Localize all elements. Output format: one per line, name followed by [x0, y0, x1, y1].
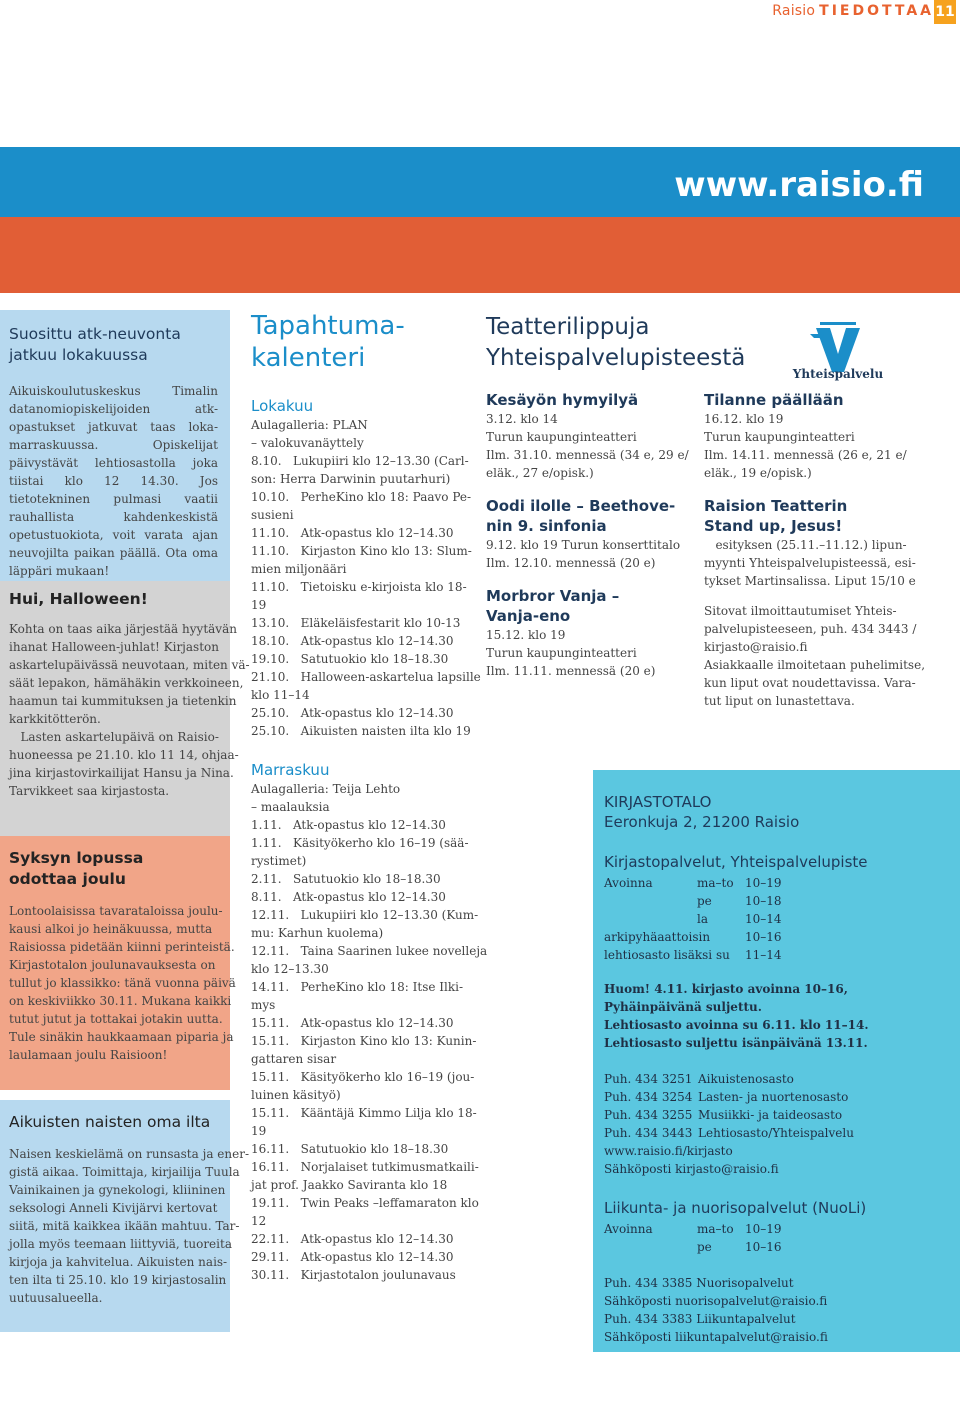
hours-cell: Avoinna [604, 1222, 653, 1236]
event-line: 15.11. Kääntäjä Kimmo Lilja klo 18- [251, 1106, 477, 1120]
event-line: 16.11. Satutuokio klo 18–18.30 [251, 1142, 449, 1156]
atk-box [0, 310, 250, 881]
library-hours [604, 874, 948, 964]
phone-number[interactable]: Puh. 434 3255 [604, 1108, 693, 1122]
joulu-line: tutut jutut ja tottakai jotakin uutta. [9, 1012, 223, 1026]
hours-row [604, 1238, 948, 1256]
phone-department: Aikuistenosasto [698, 1072, 794, 1086]
contact-line: Puh. 434 3385 Nuorisopalvelut [604, 1276, 794, 1290]
event-line: 1.11. Atk-opastus klo 12–14.30 [251, 818, 446, 832]
hours-cell: 10–16 [745, 1240, 782, 1254]
note-line: kirjasto@raisio.fi [704, 640, 808, 654]
event-line: mu: Karhun kuolema) [251, 926, 384, 940]
event-line: 29.11. Atk-opastus klo 12–14.30 [251, 1250, 454, 1264]
hours-cell: lehtiosasto lisäksi su [604, 948, 730, 962]
logo-text: Yhteispalvelu [792, 367, 884, 381]
contact-line: Puh. 434 3383 Liikuntapalvelut [604, 1312, 796, 1326]
halloween-line: huoneessa pe 21.10. klo 11 14, ohjaa- [9, 748, 239, 762]
joulu-line: kausi alkoi jo heinäkuussa, mutta [9, 922, 213, 936]
halloween-line: askartelupäivässä neuvotaan, miten vä- [9, 658, 250, 672]
banner-orange [0, 217, 960, 293]
atk-title-2: jatkuu lokakuussa [9, 346, 148, 364]
joulu-line: Kirjastotalon joulunavauksesta on [9, 958, 216, 972]
joulu-body [9, 902, 236, 1064]
naiset-line: gistä aikaa. Toimittaja, kirjailija Tuula [9, 1165, 240, 1179]
contact-line: Sähköposti liikuntapalvelut@raisio.fi [604, 1330, 828, 1344]
calendar-title-2: kalenteri [251, 343, 366, 373]
theatre-column-2 [704, 390, 926, 710]
event-line: 13.10. Eläkeläisfestarit klo 10-13 [251, 616, 461, 630]
note-line: palvelupisteeseen, puh. 434 3443 / [704, 622, 917, 636]
show-item [486, 586, 691, 680]
november-heading: Marraskuu [251, 761, 330, 779]
phone-department: Lasten- ja nuortenosasto [698, 1090, 849, 1104]
show-detail: 15.12. klo 19 [486, 628, 566, 642]
event-line: 8.11. Atk-opastus klo 12–14.30 [251, 890, 446, 904]
hours-cell: Avoinna [604, 876, 653, 890]
hours-row [604, 874, 948, 892]
show-title: nin 9. sinfonia [486, 517, 607, 535]
hours-row [604, 928, 948, 946]
event-line: gattaren sisar [251, 1052, 337, 1066]
event-line: 25.10. Aikuisten naisten ilta klo 19 [251, 724, 471, 738]
phone-row [604, 1088, 948, 1106]
kirjastotalo-title: KIRJASTOTALO [604, 793, 712, 811]
show-item [486, 390, 691, 482]
event-line: susieni [251, 508, 294, 522]
services-title: Kirjastopalvelut, Yhteispalvelupiste [604, 853, 868, 871]
page-number: 11 [934, 0, 956, 24]
show-title: Tilanne päällään [704, 391, 844, 409]
event-line: – valokuvanäyttely [251, 436, 364, 450]
joulu-line: on keskiviikko 30.11. Mukana kaikki [9, 994, 232, 1008]
hours-cell: pe [697, 894, 712, 908]
naiset-line: siitä, mitä kaikkea ikään mahtuu. Tar- [9, 1219, 240, 1233]
show-title: Vanja-eno [486, 607, 571, 625]
event-line: mien miljonääri [251, 562, 347, 576]
banner-url[interactable]: www.raisio.fi [674, 165, 924, 205]
banner-blue [0, 147, 960, 217]
event-line: 15.11. Kirjaston Kino klo 13: Kunin- [251, 1034, 477, 1048]
halloween-line: Tarvikkeet saa kirjastosta. [9, 784, 170, 798]
kirjastotalo-box [593, 770, 960, 1352]
notice-line: Lehtiosasto suljettu isänpäivänä 13.11. [604, 1036, 868, 1050]
nuolit-hours [604, 1220, 948, 1256]
show-detail: 16.12. klo 19 [704, 412, 784, 426]
halloween-line: Lasten askartelupäivä on Raisio- [9, 730, 219, 744]
calendar-title-1: Tapahtuma- [251, 311, 405, 341]
show-title: Raision Teatterin [704, 497, 848, 515]
event-line: Aulagalleria: PLAN [251, 418, 368, 432]
hours-cell: ma–to [697, 1222, 734, 1236]
phone-department: Lehtiosasto/Yhteispalvelu [698, 1126, 854, 1140]
phone-row [604, 1106, 948, 1124]
hours-cell [604, 910, 697, 928]
publication-section: TIEDOTTAA [819, 3, 934, 19]
note-line: Sitovat ilmoittautumiset Yhteis- [704, 604, 897, 618]
show-detail: 3.12. klo 14 [486, 412, 558, 426]
hours-cell: 10–16 [745, 930, 782, 944]
joulu-title-2: odottaa joulu [9, 870, 126, 888]
library-web[interactable]: www.raisio.fi/kirjasto [604, 1144, 733, 1158]
event-line: 19 [251, 1124, 267, 1138]
show-detail: Turun kaupunginteatteri [704, 430, 855, 444]
event-line: 11.10. Kirjaston Kino klo 13: Slum- [251, 544, 472, 558]
hours-cell: 10–18 [745, 894, 782, 908]
library-email[interactable]: Sähköposti kirjasto@raisio.fi [604, 1162, 779, 1176]
event-line: 11.10. Tietoisku e-kirjoista klo 18- [251, 580, 467, 594]
event-line: 15.11. Käsityökerho klo 16–19 (jou- [251, 1070, 475, 1084]
joulu-box [0, 836, 236, 1090]
halloween-line: säät lepakon, hämähäkin verkkoineen, [9, 676, 244, 690]
publication-name: Raisio [772, 3, 816, 19]
show-title: Oodi ilolle – Beethove- [486, 497, 676, 515]
event-line: klo 11–14 [251, 688, 310, 702]
kirjastotalo-address: Eeronkuja 2, 21200 Raisio [604, 813, 800, 831]
naiset-line: seksologi Anneli Kivijärvi kertovat [9, 1201, 218, 1215]
publication-title [772, 3, 934, 19]
notice-line: Lehtiosasto avoinna su 6.11. klo 11–14. [604, 1018, 869, 1032]
theatre-title [486, 312, 745, 374]
halloween-line: karkkitötterön. [9, 712, 101, 726]
event-line: 21.10. Halloween-askartelua lapsille [251, 670, 481, 684]
show-detail: tykset Martinsalissa. Liput 15/10 e [704, 574, 916, 588]
theatre-column-1 [486, 390, 691, 680]
show-detail: 9.12. klo 19 Turun konserttitalo [486, 538, 681, 552]
naiset-box [0, 1100, 250, 1332]
event-line: 25.10. Atk-opastus klo 12–14.30 [251, 706, 454, 720]
halloween-line: jina kirjastovirkailijat Hansu ja Nina. [9, 766, 234, 780]
hours-cell [604, 892, 697, 910]
event-line: 2.11. Satutuokio klo 18–18.30 [251, 872, 441, 886]
naiset-line: Vainikainen ja gynekologi, kliininen [9, 1183, 226, 1197]
hours-cell: la [697, 912, 708, 926]
hours-cell: 10–14 [745, 912, 782, 926]
event-line: mys [251, 998, 276, 1012]
atk-title-1: Suosittu atk-neuvonta [9, 325, 181, 343]
joulu-line: Tule sinäkin haukkaamaan piparia ja [9, 1030, 234, 1044]
halloween-body [9, 620, 250, 800]
halloween-line: haamun tai kummituksen ja tietenkin [9, 694, 237, 708]
hours-row [604, 946, 948, 964]
naiset-body [9, 1145, 250, 1307]
joulu-line: Lontoolaisissa tavarataloissa joulu- [9, 904, 223, 918]
note-line: tut liput on lunastettava. [704, 694, 855, 708]
show-detail: eläk., 19 e/opisk.) [704, 466, 812, 480]
naiset-line: ten ilta ti 25.10. klo 19 kirjastosalin [9, 1273, 227, 1287]
halloween-line: Kohta on taas aika järjestää hyytävän [9, 622, 237, 636]
phone-number[interactable]: Puh. 434 3443 [604, 1126, 693, 1140]
show-detail: Ilm. 11.11. mennessä (20 e) [486, 664, 656, 678]
joulu-line: Raisiossa pidetään kiinni perinteistä. [9, 940, 235, 954]
event-line: son: Herra Darwinin puutarhuri) [251, 472, 451, 486]
halloween-title: Hui, Halloween! [9, 590, 148, 608]
library-phones [604, 1070, 948, 1142]
event-line: jat prof. Jaakko Saviranta klo 18 [251, 1178, 448, 1192]
event-line: 18.10. Atk-opastus klo 12–14.30 [251, 634, 454, 648]
hours-cell: ma–to [697, 876, 734, 890]
hours-cell [604, 1238, 697, 1256]
event-line: 10.10. PerheKino klo 18: Paavo Pe- [251, 490, 472, 504]
hours-row [604, 910, 948, 928]
note-line: Asiakkaalle ilmoitetaan puhelimitse, [704, 658, 926, 672]
show-detail: Ilm. 12.10. mennessä (20 e) [486, 556, 656, 570]
phone-row [604, 1124, 948, 1142]
naiset-line: jolla myös teemaan liittyviä, tuoreita [9, 1237, 232, 1251]
show-item [486, 496, 691, 572]
event-line: 11.10. Atk-opastus klo 12–14.30 [251, 526, 454, 540]
event-line: 19 [251, 598, 267, 612]
hours-cell: 11–14 [745, 948, 782, 962]
joulu-line: tullut jo klassikko: tänä vuonna päivä [9, 976, 236, 990]
event-line: 15.11. Atk-opastus klo 12–14.30 [251, 1016, 454, 1030]
nuolit-title: Liikunta- ja nuorisopalvelut (NuoLi) [604, 1199, 867, 1217]
note-line: kun liput ovat noudettavissa. Vara- [704, 676, 916, 690]
show-detail: Ilm. 14.11. mennessä (26 e, 21 e/ [704, 448, 907, 462]
event-line: 1.11. Käsityökerho klo 16–19 (sää- [251, 836, 469, 850]
show-detail: esityksen (25.11.–11.12.) lipun- [704, 538, 907, 552]
show-item [704, 496, 916, 590]
theatre-title-1: Teatterilippuja [486, 314, 650, 340]
show-item [704, 390, 907, 482]
event-line: 22.11. Atk-opastus klo 12–14.30 [251, 1232, 454, 1246]
hours-row [604, 892, 948, 910]
joulu-title-1: Syksyn lopussa [9, 849, 144, 867]
event-line: 19.10. Satutuokio klo 18–18.30 [251, 652, 449, 666]
event-line: 12 [251, 1214, 267, 1228]
phone-department: Musiikki- ja taideosasto [698, 1108, 843, 1122]
phone-row [604, 1070, 948, 1088]
event-line: 16.11. Norjalaiset tutkimusmatkaili- [251, 1160, 479, 1174]
show-title: Stand up, Jesus! [704, 517, 843, 535]
november-events [251, 780, 488, 1284]
event-line: 19.11. Twin Peaks –leffamaraton klo [251, 1196, 479, 1210]
show-detail: Turun kaupunginteatteri [486, 646, 637, 660]
nuolit-contacts [604, 1274, 948, 1346]
event-line: 12.11. Taina Saarinen lukee novelleja [251, 944, 488, 958]
event-calendar [251, 310, 488, 1284]
phone-number[interactable]: Puh. 434 3251 [604, 1072, 693, 1086]
show-title: Morbror Vanja – [486, 587, 620, 605]
halloween-line: ihanat Halloween-juhlat! Kirjaston [9, 640, 219, 654]
phone-number[interactable]: Puh. 434 3254 [604, 1090, 693, 1104]
naiset-title: Aikuisten naisten oma ilta [9, 1113, 211, 1131]
naiset-line: kirjoja ja kahvitelua. Aikuisten nais- [9, 1255, 228, 1269]
hours-row [604, 1220, 948, 1238]
event-line: luinen käsityö) [251, 1088, 341, 1102]
event-line: 8.10. Lukupiiri klo 12–13.30 (Carl- [251, 454, 469, 468]
theatre-title-2: Yhteispalvelupisteestä [486, 345, 746, 371]
naiset-line: uutuusalueella. [9, 1291, 103, 1305]
show-detail: myynti Yhteispalvelupisteessä, esi- [704, 556, 916, 570]
hours-cell: pe [697, 1240, 712, 1254]
theatre-note [704, 602, 926, 710]
show-title: Kesäyön hymyilyä [486, 391, 639, 409]
hours-cell: arkipyhäaattoisin [604, 930, 711, 944]
show-detail: Ilm. 31.10. mennessä (34 e, 29 e/ [486, 448, 689, 462]
event-line: 14.11. PerheKino klo 18: Itse Ilki- [251, 980, 464, 994]
notice-line: Huom! 4.11. kirjasto avoinna 10–16, [604, 982, 848, 996]
naiset-line: Naisen keskielämä on runsasta ja ener- [9, 1147, 250, 1161]
contact-line: Sähköposti nuorisopalvelut@raisio.fi [604, 1294, 828, 1308]
event-line: 30.11. Kirjastotalon joulunavaus [251, 1268, 456, 1282]
october-heading: Lokakuu [251, 397, 314, 415]
october-events [251, 416, 481, 740]
hours-cell: 10–19 [745, 876, 782, 890]
hours-cell: 10–19 [745, 1222, 782, 1236]
show-detail: eläk., 27 e/opisk.) [486, 466, 594, 480]
event-line: Aulagalleria: Teija Lehto [251, 782, 401, 796]
show-detail: Turun kaupunginteatteri [486, 430, 637, 444]
event-line: rystimet) [251, 854, 307, 868]
atk-body: Aikuiskoulutuskeskus Timalin datanomiopiskelijoiden atk-opastukset jatkuvat taas loka-marraskuussa. Opiskelijat päivystävät lehtiosastolla joka tiistai klo 12 14.30. Jos tietotekninen pulmasi vaatii rauhallista kahdenkeskistä opetustuokiota, voit varata ajan neuvojilta paikan päällä. Ota oma läppäri mukaan! [9, 384, 218, 578]
joulu-line: laulamaan joulu Raisioon! [9, 1048, 168, 1062]
notice-line: Pyhäinpäivänä suljettu. [604, 1000, 762, 1014]
event-line: klo 12–13.30 [251, 962, 329, 976]
event-line: – maalauksia [251, 800, 330, 814]
page-header [0, 0, 960, 28]
library-notice [604, 980, 948, 1052]
event-line: 12.11. Lukupiiri klo 12–13.30 (Kum- [251, 908, 479, 922]
